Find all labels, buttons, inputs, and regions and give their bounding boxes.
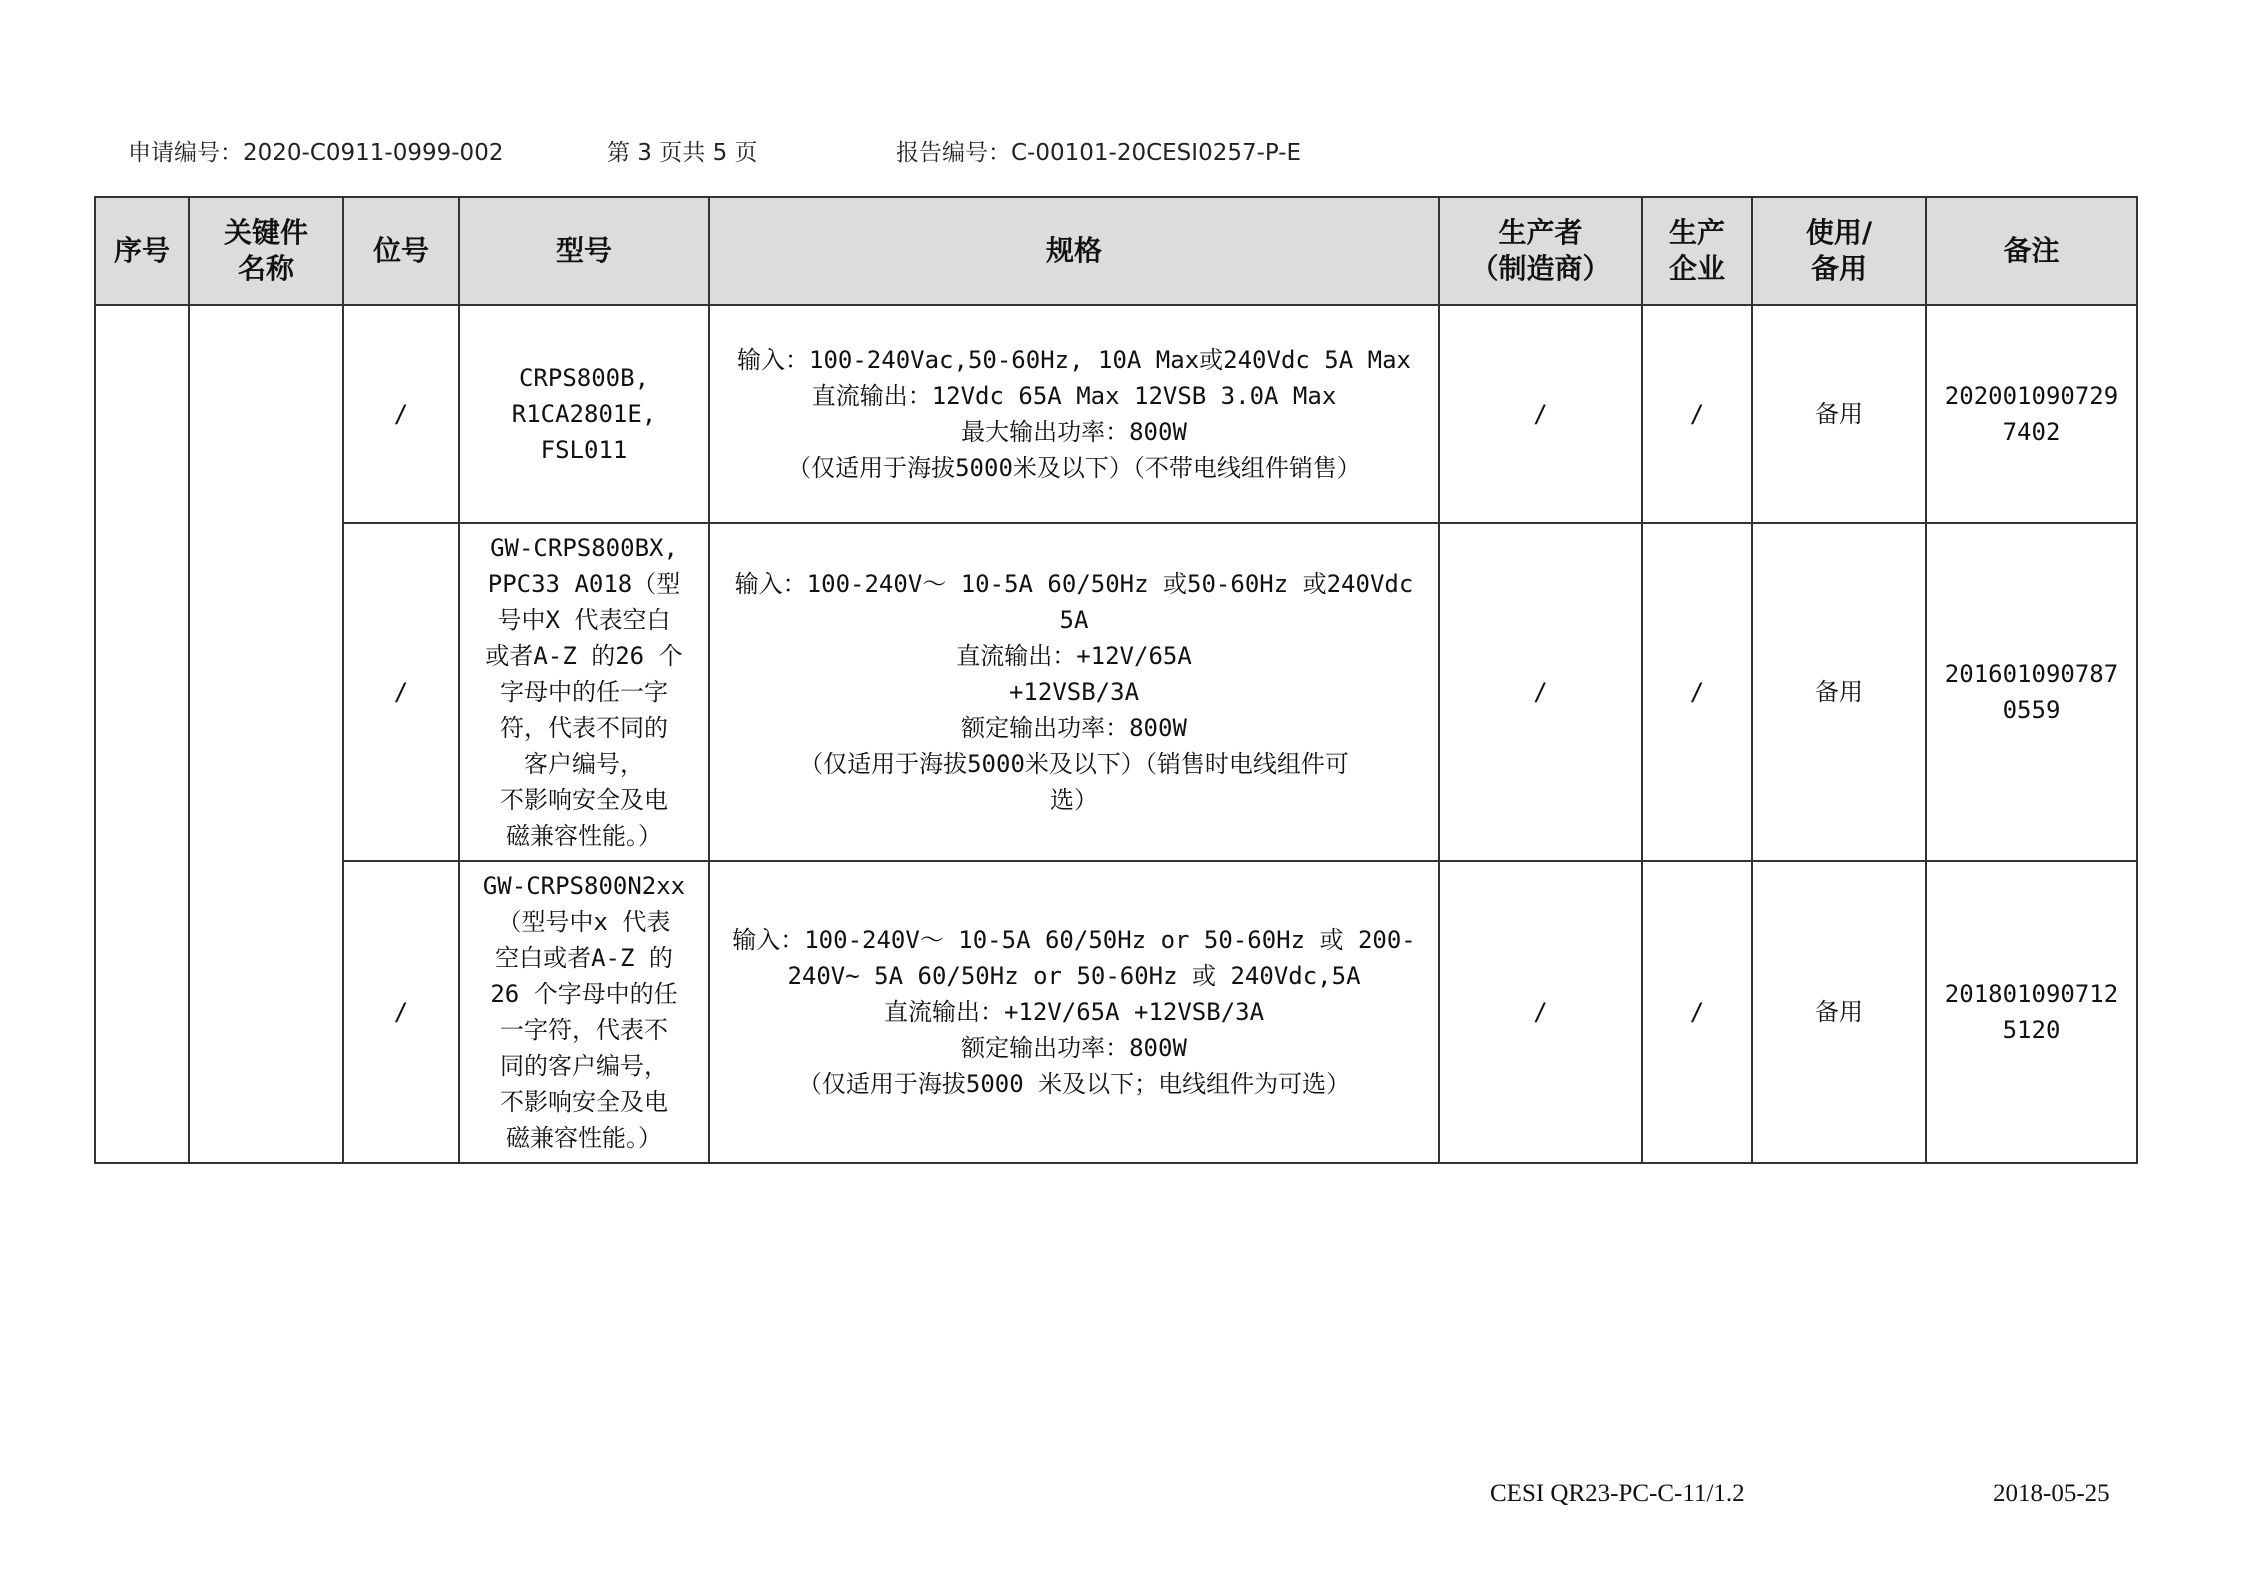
cell-line: 最大输出功率：800W xyxy=(961,418,1187,446)
factory-cell: / xyxy=(1642,305,1752,523)
cell-line: 直流输出：12Vdc 65A Max 12VSB 3.0A Max xyxy=(811,382,1337,410)
model-cell xyxy=(459,861,709,1163)
cell-line: CRPS800B, xyxy=(518,364,650,392)
application-number: 申请编号：2020-C0911-0999-002 xyxy=(128,140,504,166)
cell-line: 201801090712 xyxy=(1944,980,2119,1008)
cell-line: GW-CRPS800BX, xyxy=(490,534,678,562)
model-cell xyxy=(459,305,709,523)
position-cell: / xyxy=(343,305,459,523)
cell-line: （仅适用于海拔5000米及以下）（销售时电线组件可 xyxy=(799,750,1349,778)
cell-line: 不影响安全及电 xyxy=(500,1088,668,1116)
header-remark: 备注 xyxy=(1926,197,2137,305)
header-use: 使用/ 备用 xyxy=(1752,197,1926,305)
cell-line: 26 个字母中的任 xyxy=(490,980,678,1008)
cell-line: PPC33 A018（型 xyxy=(487,570,681,598)
model-cell xyxy=(459,523,709,861)
cell-line: 直流输出：+12V/65A xyxy=(956,642,1192,670)
cell-line: 符，代表不同的 xyxy=(500,714,668,742)
cell-line: 不影响安全及电 xyxy=(500,786,668,814)
header-factory: 生产 企业 xyxy=(1642,197,1752,305)
spec-cell xyxy=(709,861,1439,1163)
page-info: 第 3 页共 5 页 xyxy=(607,140,758,166)
cell-line: 或者A-Z 的26 个 xyxy=(485,642,683,670)
remark-cell xyxy=(1926,305,2137,523)
cell-line: 空白或者A-Z 的 xyxy=(495,944,673,972)
position-cell: / xyxy=(343,861,459,1163)
cell-line: （仅适用于海拔5000米及以下）（不带电线组件销售） xyxy=(787,454,1361,482)
cell-line: GW-CRPS800N2xx xyxy=(482,872,686,900)
cell-line: 号中X 代表空白 xyxy=(497,606,671,634)
cell-line: 0559 xyxy=(2002,696,2061,724)
cell-line: 240V~ 5A 60/50Hz or 50-60Hz 或 240Vdc,5A xyxy=(787,962,1361,990)
maker-cell: / xyxy=(1439,305,1642,523)
footer-date: 2018-05-25 xyxy=(1993,1480,2110,1507)
cell-line: 一字符，代表不 xyxy=(500,1016,668,1044)
cell-line: 客户编号， xyxy=(524,750,644,778)
cell-line: 5A xyxy=(1059,606,1089,634)
header-model: 型号 xyxy=(459,197,709,305)
table-header-row xyxy=(95,197,2137,305)
cell-line: 选） xyxy=(1050,786,1098,814)
cell-line: 直流输出：+12V/65A +12VSB/3A xyxy=(883,998,1265,1026)
use-cell: 备用 xyxy=(1752,861,1926,1163)
cell-line: +12VSB/3A xyxy=(1008,678,1140,706)
cell-line: 同的客户编号， xyxy=(500,1052,668,1080)
header-spec: 规格 xyxy=(709,197,1439,305)
factory-cell: / xyxy=(1642,861,1752,1163)
spec-cell xyxy=(709,305,1439,523)
cell-line: 磁兼容性能。） xyxy=(506,1124,662,1152)
table-row xyxy=(95,523,2137,861)
cell-line: 202001090729 xyxy=(1944,382,2119,410)
table-row xyxy=(95,305,2137,523)
footer-form-code: CESI QR23-PC-C-11/1.2 xyxy=(1490,1480,1745,1507)
key-part-cell xyxy=(189,305,343,1163)
position-cell: / xyxy=(343,523,459,861)
cell-line: 额定输出功率：800W xyxy=(961,1034,1187,1062)
cell-line: 磁兼容性能。） xyxy=(506,822,662,850)
spec-cell xyxy=(709,523,1439,861)
cell-line: R1CA2801E, xyxy=(511,400,657,428)
cell-line: （型号中x 代表 xyxy=(497,908,671,936)
cell-line: 输入：100-240V～ 10-5A 60/50Hz 或50-60Hz 或240Vdc xyxy=(734,570,1414,598)
remark-cell xyxy=(1926,861,2137,1163)
cell-line: 7402 xyxy=(2002,418,2061,446)
cell-line: FSL011 xyxy=(540,436,628,464)
cell-line: 201601090787 xyxy=(1944,660,2119,688)
header-seq: 序号 xyxy=(95,197,189,305)
cell-line: 输入：100-240V～ 10-5A 60/50Hz or 50-60Hz 或 200- xyxy=(732,926,1416,954)
cell-line: 字母中的任一字 xyxy=(500,678,668,706)
seq-cell xyxy=(95,305,189,1163)
header-position: 位号 xyxy=(343,197,459,305)
cell-line: 5120 xyxy=(2002,1016,2061,1044)
cell-line: 输入：100-240Vac,50-60Hz, 10A Max或240Vdc 5A Max xyxy=(737,346,1411,374)
table-row xyxy=(95,861,2137,1163)
header-key-part: 关键件 名称 xyxy=(189,197,343,305)
use-cell: 备用 xyxy=(1752,305,1926,523)
key-components-table xyxy=(94,196,2138,1164)
header-maker: 生产者 （制造商） xyxy=(1439,197,1642,305)
remark-cell xyxy=(1926,523,2137,861)
cell-line: 额定输出功率：800W xyxy=(961,714,1187,742)
maker-cell: / xyxy=(1439,523,1642,861)
use-cell: 备用 xyxy=(1752,523,1926,861)
maker-cell: / xyxy=(1439,861,1642,1163)
cell-line: （仅适用于海拔5000 米及以下；电线组件为可选） xyxy=(797,1070,1351,1098)
factory-cell: / xyxy=(1642,523,1752,861)
report-number: 报告编号：C-00101-20CESI0257-P-E xyxy=(896,140,1302,166)
